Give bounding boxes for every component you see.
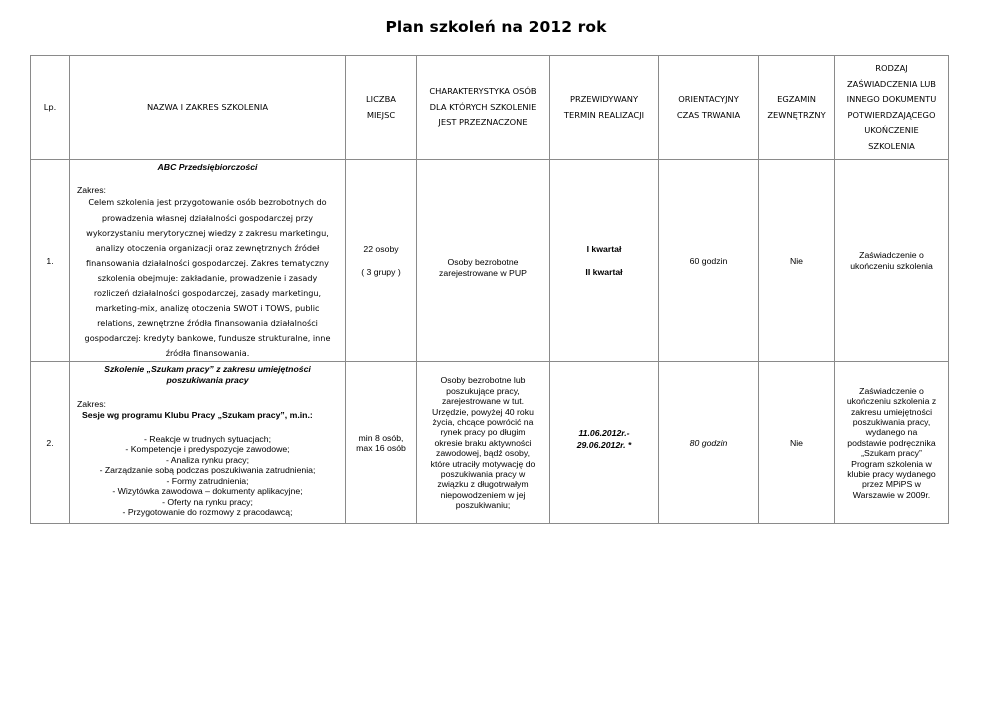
scope-label: Zakres: bbox=[77, 185, 106, 195]
header-exam: EGZAMIN ZEWNĘTRZNY bbox=[759, 56, 835, 160]
header-places: LICZBA MIEJSC bbox=[346, 56, 417, 160]
training-plan-table bbox=[30, 55, 949, 524]
header-term: PRZEWIDYWANY TERMIN REALIZACJI bbox=[550, 56, 659, 160]
list-item: - Analiza rynku pracy; bbox=[165, 454, 250, 465]
table-row bbox=[31, 362, 949, 524]
term-cell: I kwartał II kwartał bbox=[550, 160, 659, 362]
list-item: - Reakcje w trudnych sytuacjach; bbox=[144, 434, 271, 445]
duration-cell: 60 godzin bbox=[659, 160, 759, 362]
page-title: Plan szkoleń na 2012 rok bbox=[385, 18, 607, 36]
row-lp: 1. bbox=[31, 160, 70, 362]
places-cell: 22 osoby ( 3 grupy ) bbox=[346, 160, 417, 362]
list-item: - Wizytówka zawodowa – dokumenty aplikacyjne; bbox=[112, 486, 303, 497]
header-name: NAZWA I ZAKRES SZKOLENIA bbox=[70, 56, 346, 160]
exam-cell: Nie bbox=[759, 160, 835, 362]
header-characteristics: CHARAKTERYSTYKA OSÓB DLA KTÓRYCH SZKOLENIE JEST PRZEZNACZONE bbox=[417, 56, 550, 160]
exam-cell: Nie bbox=[759, 362, 835, 524]
scope-label: Zakres: bbox=[77, 399, 106, 410]
training-name-cell: Szkolenie „Szukam pracy” z zakresu umiejętności poszukiwania pracy Zakres: Sesje wg programu Klubu Pracy „Szukam pracy”, m.in.: - Reakcje w trudnych sytuacjach; - Kompetencje i predyspozycje zawodowe; - Analiza rynku pracy; - Zarządzanie sobą podczas poszukiwania zatrudnienia; - Formy zatrudnienia; - Wizytówka zawodowa – dokumenty aplikacyjne; - Oferty na rynku pracy; - Przygotowanie do rozmowy z pracodawcą; bbox=[70, 362, 346, 524]
scope-heading: Sesje wg programu Klubu Pracy „Szukam pracy”, m.in.: bbox=[82, 409, 313, 420]
header-certificate: RODZAJ ZAŚWIADCZENIA LUB INNEGO DOKUMENTU POTWIERDZAJĄCEGO UKOŃCZENIE SZKOLENIA bbox=[835, 56, 949, 160]
term-cell: 11.06.2012r.- 29.06.2012r. * bbox=[550, 362, 659, 524]
training-title: ABC Przedsiębiorczości bbox=[157, 162, 258, 172]
certificate-cell: Zaświadczenie o ukończeniu szkolenia bbox=[835, 160, 949, 362]
list-item: - Formy zatrudnienia; bbox=[166, 475, 249, 486]
table-row bbox=[31, 160, 949, 362]
header-lp: Lp. bbox=[31, 56, 70, 160]
list-item: - Kompetencje i predyspozycje zawodowe; bbox=[125, 444, 290, 455]
header-duration: ORIENTACYJNY CZAS TRWANIA bbox=[659, 56, 759, 160]
scope-items-list bbox=[70, 434, 345, 517]
list-item: - Zarządzanie sobą podczas poszukiwania zatrudnienia; bbox=[99, 465, 316, 476]
characteristics-cell: Osoby bezrobotne zarejestrowane w PUP bbox=[417, 160, 550, 362]
row-lp: 2. bbox=[31, 362, 70, 524]
header-row bbox=[31, 56, 949, 160]
training-title: Szkolenie „Szukam pracy” z zakresu umiejętności bbox=[104, 364, 311, 375]
duration-cell: 80 godzin bbox=[659, 362, 759, 524]
characteristics-cell: Osoby bezrobotne lub poszukujące pracy, zarejestrowane w tut. Urzędzie, powyżej 40 roku życia, chcące powrócić na rynek pracy po długim okresie braku aktywności zawodowej, bądź osoby, które utraciły motywację do poszukiwania pracy w związku z długotrwałym niepowodzeniem w jej poszukiwaniu; bbox=[417, 362, 550, 524]
scope-description: Celem szkolenia jest przygotowanie osób bezrobotnych do prowadzenia własnej działalności gospodarczej przy wykorzystaniu merytorycznej wiedzy z zakresu marketingu, analizy otoczenia organizacji oraz zewnętrznych źródeł finansowania działalności gospodarczej. Zakres tematyczny szkolenia obejmuje: zakładanie, prowadzenie i zasady rozliczeń działalności gospodarczej, zasady marketingu, marketing-mix, analizę otoczenia SWOT i TOWS, public relations, zewnętrzne źródła finansowania działalności gospodarczej: kredyty bankowe, fundusze strukturalne, inne źródła finansowania. bbox=[84, 197, 331, 359]
list-item: - Oferty na rynku pracy; bbox=[162, 496, 253, 507]
certificate-cell: Zaświadczenie o ukończeniu szkolenia z zakresu umiejętności poszukiwania pracy, wydanego na podstawie podręcznika „Szukam pracy” Program szkolenia w klubie pracy wydanego przez MPiPS w Warszawie w 2009r. bbox=[835, 362, 949, 524]
places-cell: min 8 osób, max 16 osób bbox=[346, 362, 417, 524]
list-item: - Przygotowanie do rozmowy z pracodawcą; bbox=[122, 506, 293, 517]
training-name-cell bbox=[70, 160, 346, 362]
